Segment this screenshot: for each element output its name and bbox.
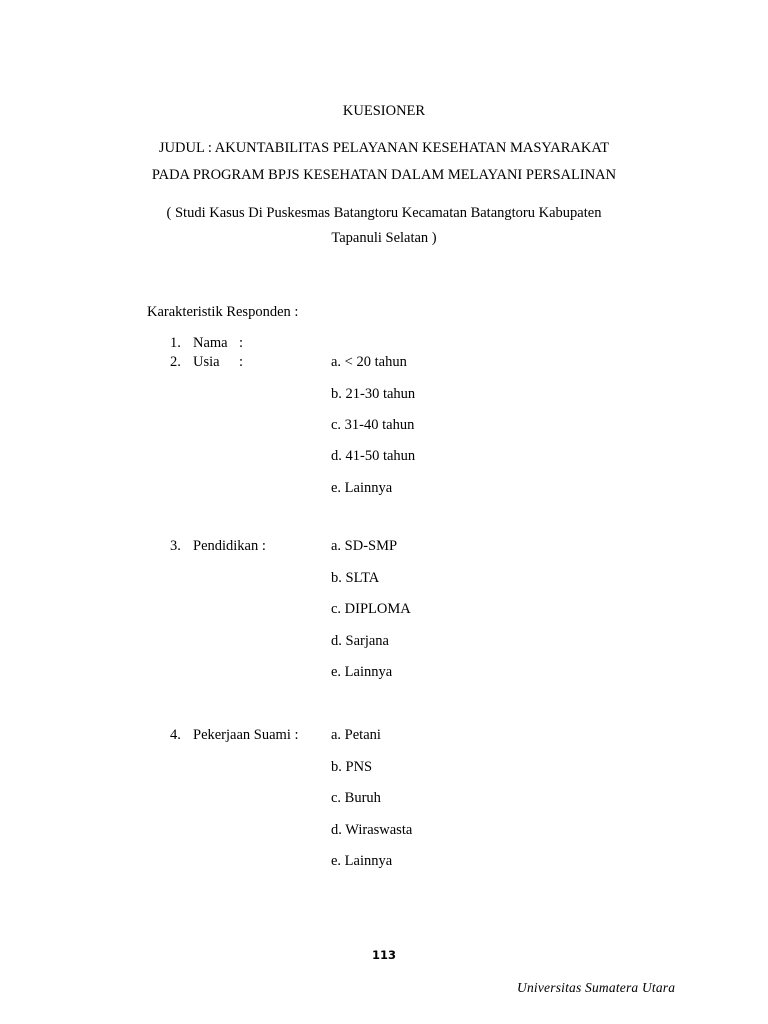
option-usia-a: a. < 20 tahun bbox=[331, 354, 407, 370]
option-pendidikan-e: e. Lainnya bbox=[331, 664, 393, 680]
question-colon-nama: : bbox=[239, 335, 244, 351]
option-pendidikan-c: c. DIPLOMA bbox=[331, 601, 411, 617]
option-pendidikan-d: d. Sarjana bbox=[331, 633, 389, 649]
document-title: KUESIONER bbox=[342, 103, 426, 119]
question-label-nama: Nama bbox=[193, 335, 228, 351]
judul-line-1: JUDUL : AKUNTABILITAS PELAYANAN KESEHATAN MASYARAKAT bbox=[158, 140, 610, 156]
option-pekerjaan-b: b. PNS bbox=[331, 759, 373, 775]
option-usia-c: c. 31-40 tahun bbox=[331, 417, 415, 433]
question-label-pendidikan: Pendidikan : bbox=[193, 538, 266, 554]
option-usia-b: b. 21-30 tahun bbox=[331, 386, 416, 402]
option-pendidikan-a: a. SD-SMP bbox=[331, 538, 398, 554]
section-title: Karakteristik Responden : bbox=[147, 304, 299, 320]
option-pekerjaan-e: e. Lainnya bbox=[331, 853, 393, 869]
question-number-3: 3. bbox=[170, 538, 181, 554]
question-number-2: 2. bbox=[170, 354, 181, 370]
question-label-pekerjaan-suami: Pekerjaan Suami : bbox=[193, 727, 299, 743]
study-subtitle-line-1: ( Studi Kasus Di Puskesmas Batangtoru Kecamatan Batangtoru Kabupaten bbox=[166, 205, 602, 221]
question-label-usia: Usia bbox=[193, 354, 220, 370]
option-pendidikan-b: b. SLTA bbox=[331, 570, 380, 586]
page-number: 113 bbox=[371, 948, 396, 962]
option-pekerjaan-d: d. Wiraswasta bbox=[331, 822, 413, 838]
option-pekerjaan-c: c. Buruh bbox=[331, 790, 381, 806]
option-usia-e: e. Lainnya bbox=[331, 480, 393, 496]
study-subtitle-line-2: Tapanuli Selatan ) bbox=[331, 230, 437, 246]
footer-university: Universitas Sumatera Utara bbox=[517, 980, 676, 995]
question-number-4: 4. bbox=[170, 727, 181, 743]
question-colon-usia: : bbox=[239, 354, 244, 370]
question-number-1: 1. bbox=[170, 335, 181, 351]
judul-line-2: PADA PROGRAM BPJS KESEHATAN DALAM MELAYANI PERSALINAN bbox=[151, 167, 617, 183]
option-pekerjaan-a: a. Petani bbox=[331, 727, 381, 743]
option-usia-d: d. 41-50 tahun bbox=[331, 448, 416, 464]
